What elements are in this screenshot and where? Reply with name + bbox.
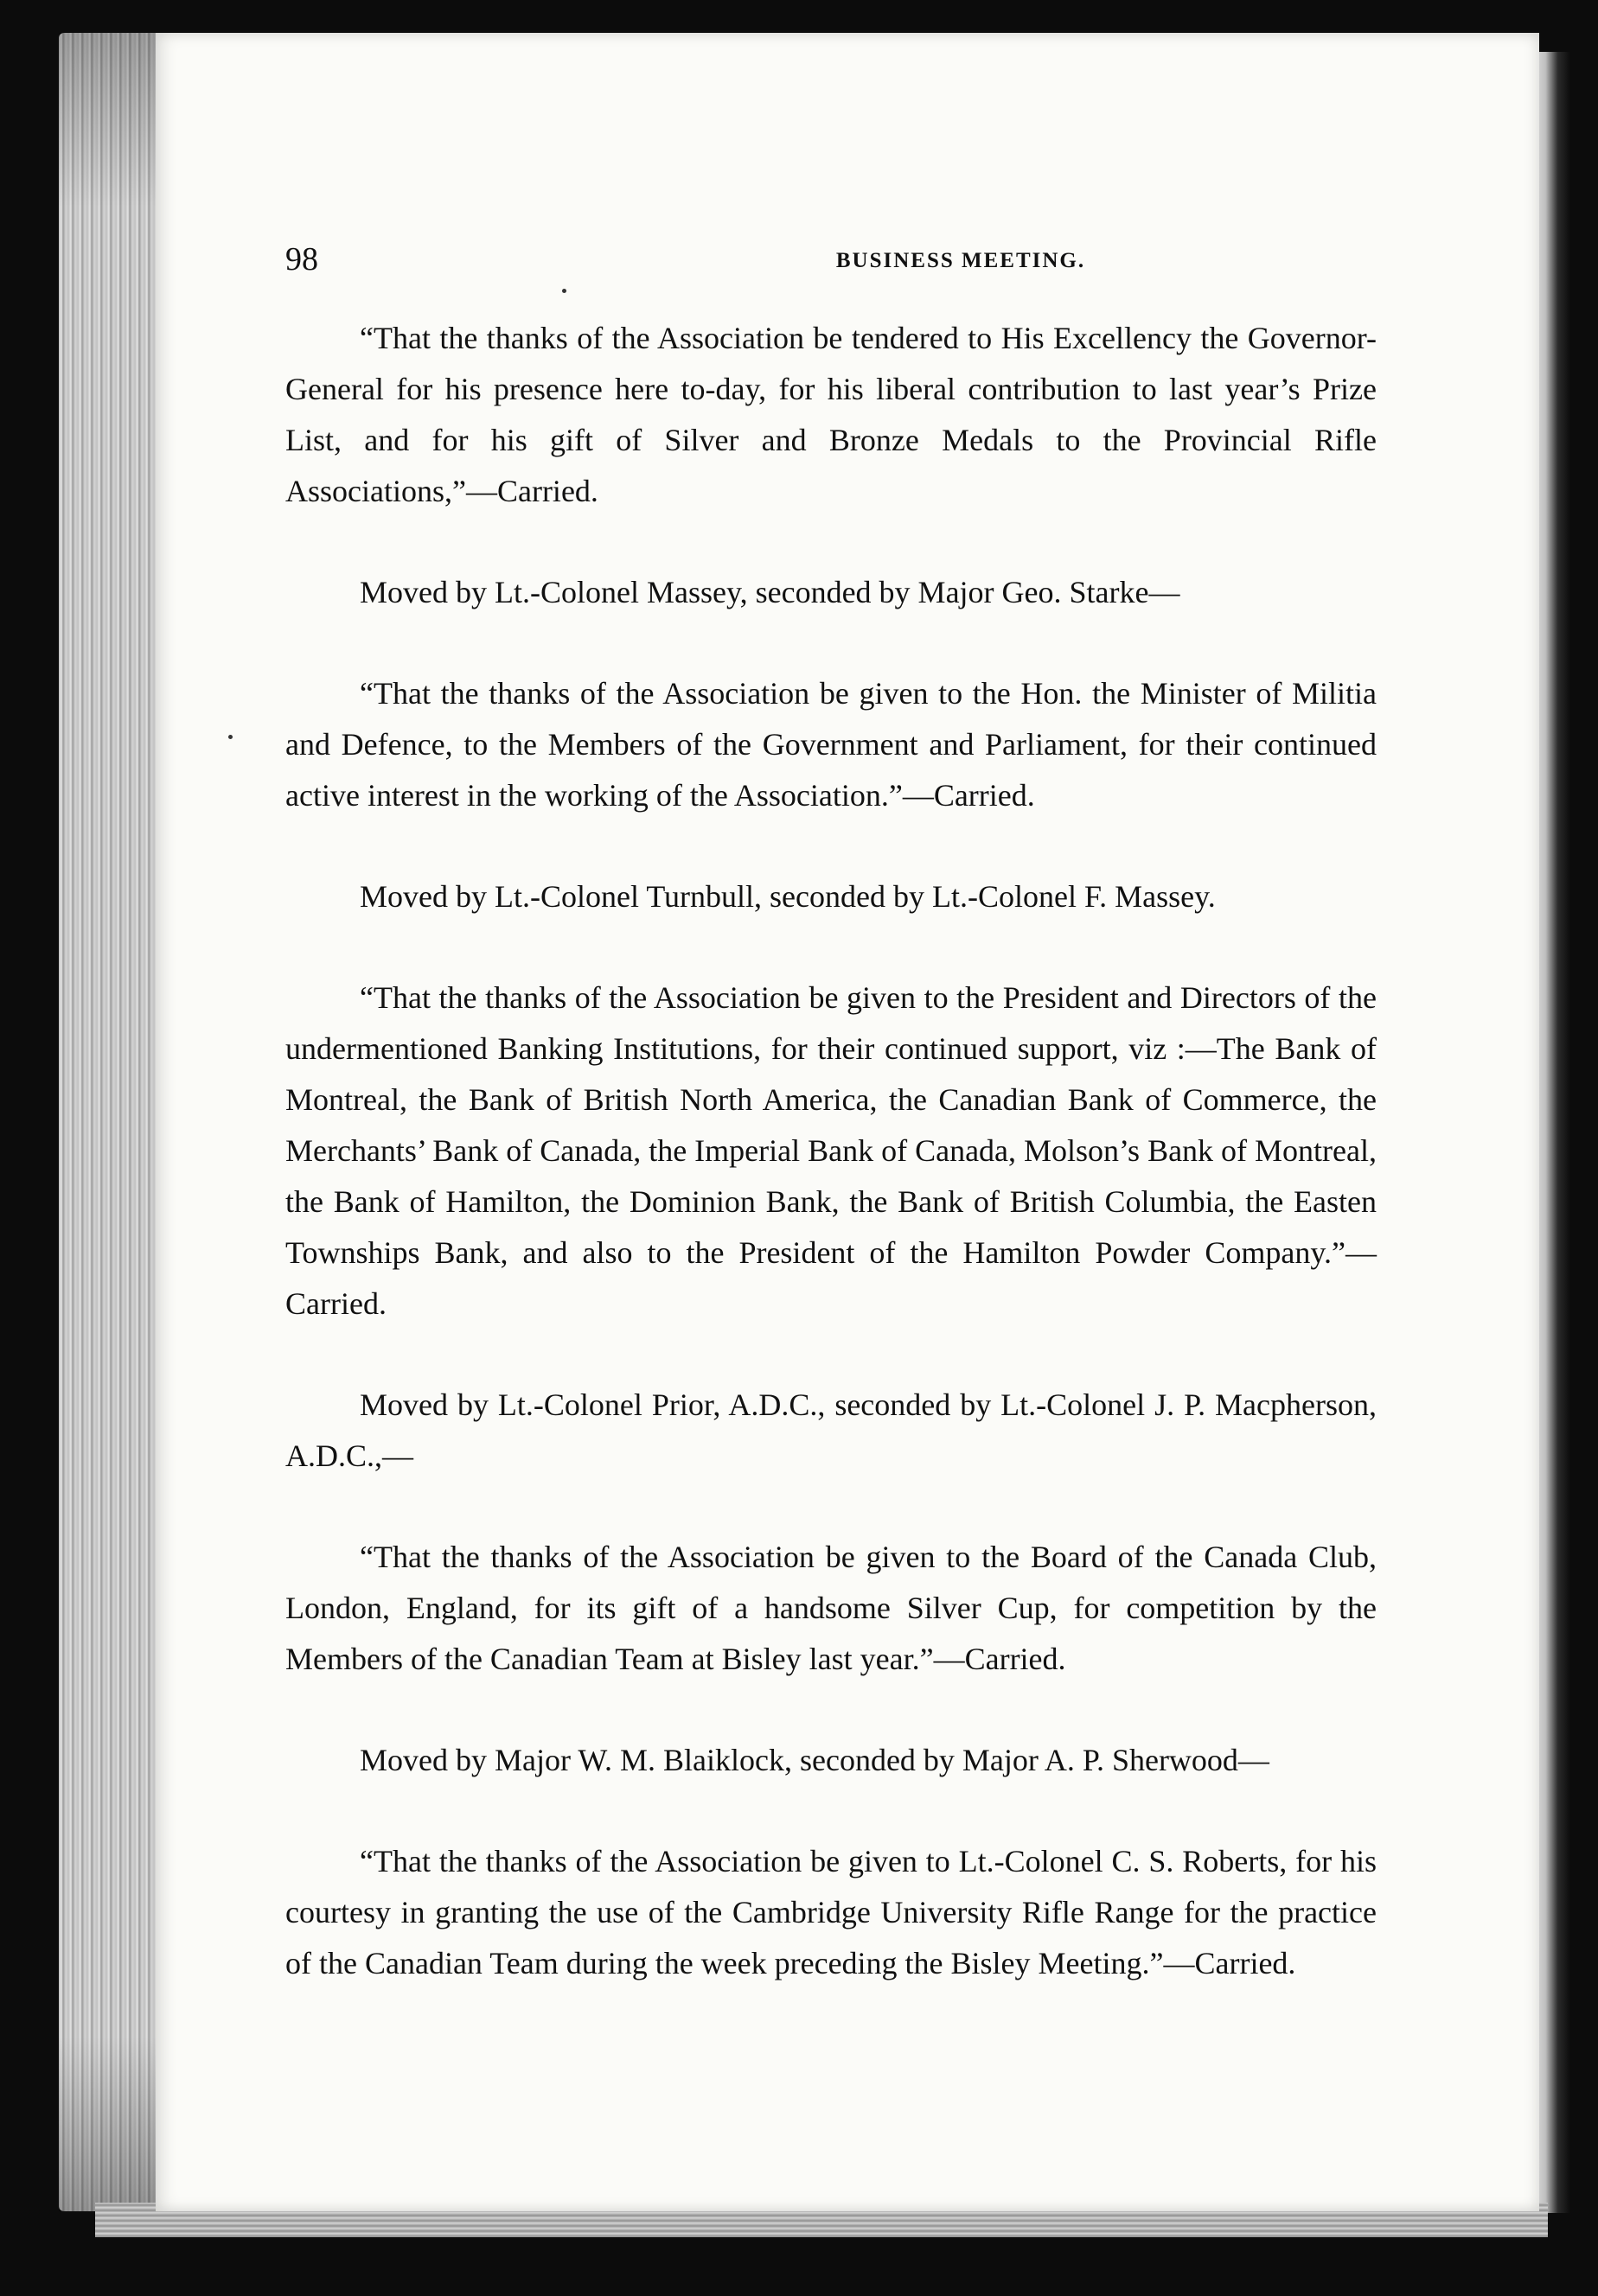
book-page-edges: [59, 33, 163, 2211]
page-number: 98: [285, 241, 318, 277]
resolution-paragraph: “That the thanks of the Association be given to Lt.-Colonel C. S. Roberts, for his courtesy in granting the use of the Cambridge University Rifle Range for the practice of the Canadian Team during the week preceding the Bisley Meeting.”—Carried.: [285, 1844, 1377, 1980]
resolution-paragraph: “That the thanks of the Association be given to the President and Directors of the undermentioned Banking Institutions, for their continued support, viz :—The Bank of Montreal, the Bank of British North America, the Canadian Bank of Commerce, the Merchants’ Bank of Canada, the Imperial Bank of Canada, Molson’s Bank of Montreal, the Bank of Hamilton, the Dominion Bank, the Bank of British Columbia, the Easten Townships Bank, and also to the President of the Hamilton Powder Company.”—Carried.: [285, 980, 1377, 1321]
moved-by-paragraph: Moved by Major W. M. Blaiklock, seconded by Major A. P. Sherwood—: [360, 1743, 1269, 1777]
page-content: [285, 233, 1377, 1989]
running-head: [285, 233, 1377, 294]
moved-by-paragraph: Moved by Lt.-Colonel Massey, seconded by Major Geo. Starke—: [360, 575, 1180, 609]
ink-speck: [228, 735, 233, 739]
moved-by-paragraph: Moved by Lt.-Colonel Prior, A.D.C., seconded by Lt.-Colonel J. P. Macpherson, A.D.C.,—: [285, 1387, 1377, 1473]
resolution-paragraph: “That the thanks of the Association be given to the Board of the Canada Club, London, England, for its gift of a handsome Silver Cup, for competition by the Members of the Canadian Team at Bisley last year.”—Carried.: [285, 1540, 1377, 1676]
resolution-paragraph: “That the thanks of the Association be tendered to His Excellency the Governor-General for his presence here to-day, for his liberal contribution to last year’s Prize List, and for his gift of Silver and Bronze Medals to the Provincial Rifle Associations,”—Carried.: [285, 321, 1377, 508]
resolution-paragraph: “That the thanks of the Association be given to the Hon. the Minister of Militia and Defence, to the Members of the Government and Parliament, for their continued active interest in the working of the Association.”—Carried.: [285, 676, 1377, 813]
ink-speck: [562, 289, 566, 293]
book-page: [156, 33, 1539, 2211]
moved-by-paragraph: Moved by Lt.-Colonel Turnbull, seconded by Lt.-Colonel F. Massey.: [360, 879, 1216, 914]
running-title: BUSINESS MEETING.: [835, 249, 1086, 272]
